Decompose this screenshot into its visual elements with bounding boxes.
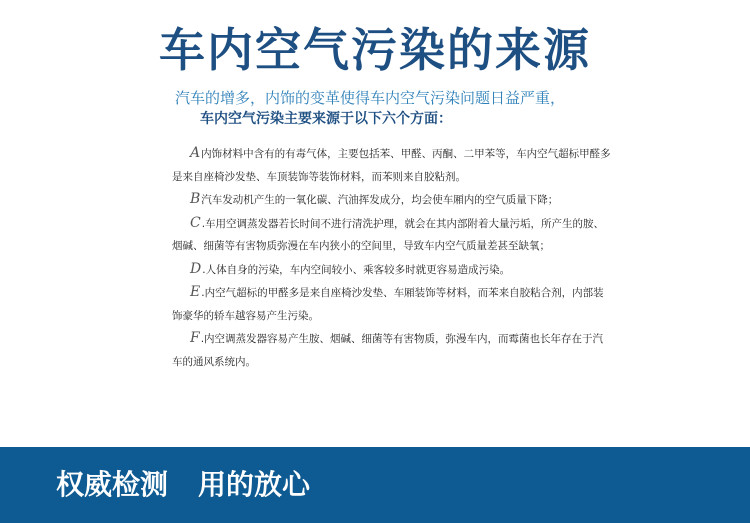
list-item-e	[172, 281, 612, 327]
item-text: .内空气超标的甲醛多是来自座椅沙发垫、车厢装饰等材料，而苯来自胶粘合剂，内部装饰豪华的轿车越容易产生污染。	[172, 287, 604, 322]
footer-slogan-left: 权威检测	[56, 468, 169, 501]
item-text: .车用空调蒸发器若长时间不进行清洗护理，就会在其内部附着大量污垢，所产生的胺、烟碱、细菌等有害物质弥漫在车内狭小的空间里，导致车内空气质量差甚至缺氧；	[172, 217, 605, 252]
list-item-d	[172, 258, 612, 282]
list-item-a	[172, 142, 612, 188]
footer-slogan	[56, 465, 310, 505]
item-text: 内饰材料中含有的有毒气体，主要包括苯、甲醛、丙酮、二甲苯等，车内空气超标甲醛多是来自座椅沙发垫、车顶装饰等装饰材料，而苯则来自胶粘剂。	[172, 148, 611, 183]
item-text: 汽车发动机产生的一氧化碳、汽油挥发成分，均会使车厢内的空气质量下降；	[201, 194, 559, 206]
list-item-f	[172, 327, 612, 373]
section-heading: 车内空气污染主要来源于以下六个方面：	[200, 111, 452, 127]
footer-slogan-right: 用的放心	[198, 468, 311, 501]
footer-banner	[0, 447, 750, 523]
page-subtitle: 汽车的增多，内饰的变革使得车内空气污染问题日益严重，	[175, 89, 566, 107]
item-marker: C	[190, 214, 201, 231]
item-marker: B	[190, 191, 201, 207]
sources-list	[172, 142, 612, 373]
list-item-b	[172, 188, 612, 212]
item-marker: A	[190, 145, 201, 161]
item-marker: E	[190, 284, 201, 300]
item-text: .内空调蒸发器容易产生胺、烟碱、细菌等有害物质，弥漫车内，而霉菌也长年存在于汽车的通风系统内。	[172, 333, 604, 368]
item-text: .人体自身的污染，车内空间较小、乘客较多时就更容易造成污染。	[202, 263, 511, 276]
item-marker: F	[190, 330, 200, 346]
list-item-c	[172, 212, 612, 258]
page-title: 车内空气污染的来源	[159, 23, 591, 77]
item-marker: D	[190, 260, 202, 277]
